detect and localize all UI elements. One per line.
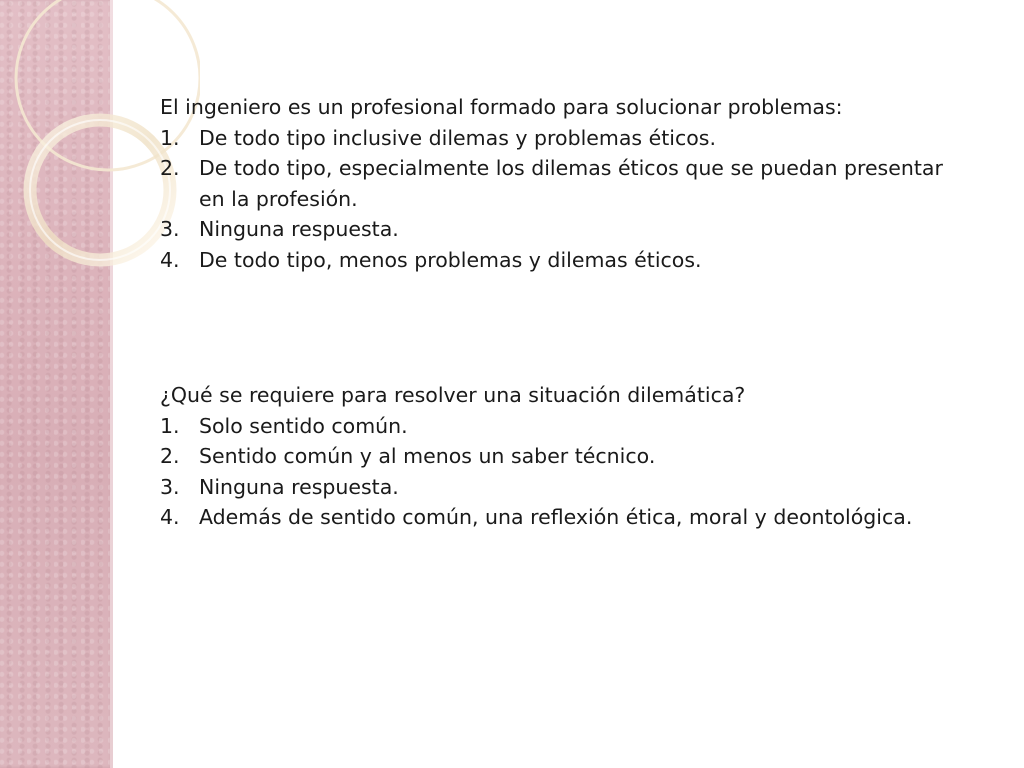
option-text: Solo sentido común. [199, 413, 408, 438]
option-text: Sentido común y al menos un saber técnico. [199, 444, 656, 468]
question-1-option-1 [160, 123, 960, 154]
option-text: De todo tipo, especialmente los dilemas éticos que se puedan presentar en la profesión. [199, 156, 943, 211]
question-1-option-4 [160, 245, 960, 276]
question-2 [160, 380, 960, 533]
option-text: Ninguna respuesta. [199, 474, 399, 499]
option-number: 1. [160, 413, 180, 438]
ring-small-inner [30, 120, 170, 260]
option-text: Ninguna respuesta. [199, 217, 399, 241]
question-2-option-1 [160, 411, 960, 442]
question-1 [160, 92, 960, 275]
question-2-options [160, 411, 960, 533]
option-text: De todo tipo inclusive dilemas y problemas éticos. [199, 125, 716, 150]
question-1-option-3 [160, 214, 960, 245]
option-text: De todo tipo, menos problemas y dilemas éticos. [199, 247, 702, 272]
option-text: Además de sentido común, una reflexión ética, moral y deontológica. [199, 505, 913, 529]
question-2-option-4 [160, 502, 960, 533]
question-1-stem: El ingeniero es un profesional formado para solucionar problemas: [160, 95, 843, 119]
option-number: 2. [160, 444, 180, 468]
option-number: 4. [160, 505, 180, 529]
option-number: 1. [160, 125, 180, 150]
question-2-stem: ¿Qué se requiere para resolver una situación dilemática? [160, 383, 746, 407]
slide-content [160, 92, 960, 533]
question-2-option-3 [160, 472, 960, 503]
question-1-options [160, 123, 960, 276]
option-number: 2. [160, 156, 180, 180]
question-2-option-2 [160, 441, 960, 472]
option-number: 3. [160, 474, 180, 499]
option-number: 4. [160, 247, 180, 272]
option-number: 3. [160, 217, 180, 241]
question-1-option-2 [160, 153, 960, 214]
